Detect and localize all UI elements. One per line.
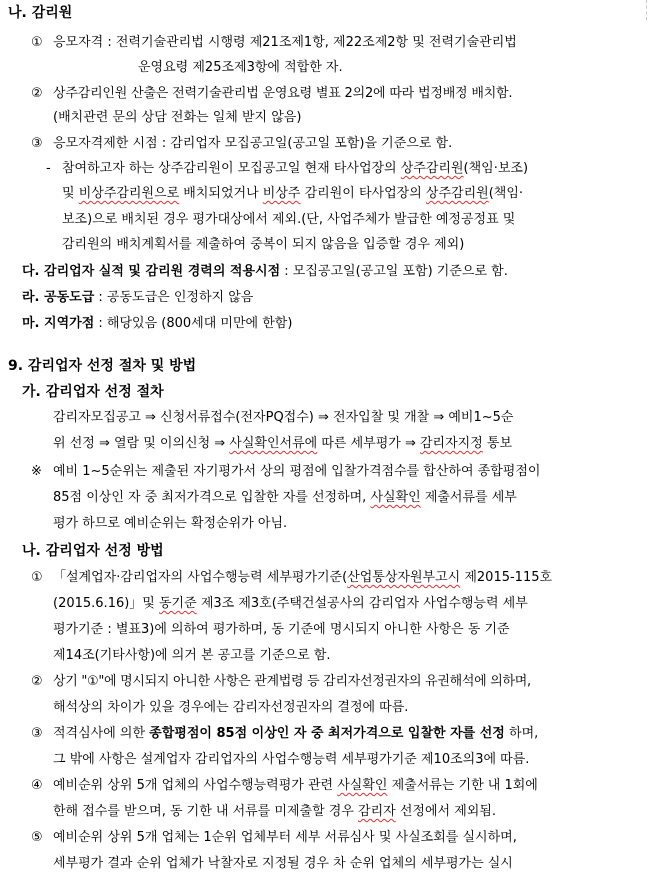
dash-l1-underlined: 상주감리원	[400, 161, 464, 176]
item2-marker: ②	[31, 86, 43, 101]
note-l2-underlined: 사실확인	[370, 490, 421, 505]
m4-l2-text-b: 선정에서 제외됨.	[395, 804, 497, 819]
m1-l1-text-b: 제2015-115호	[460, 570, 553, 585]
m1-l1-text-a: 「설계업자·감리업자의 사업수행능력 세부평가기준(	[53, 570, 348, 585]
section-na-title: 나. 감리원	[8, 5, 73, 21]
method3-line2: 그 밖에 사항은 설계업자 감리업자의 사업수행능력 세부평가기준 제10조의3에 따름.	[53, 752, 530, 767]
method1-line1	[53, 568, 552, 588]
method1-line2	[53, 594, 528, 614]
dash-l2-text-c: 감리원이 타사업장의	[300, 186, 426, 201]
note-line2	[53, 488, 517, 508]
m1-l2-text-a: (2015.6.16)」및	[53, 596, 159, 611]
note-l2-text-b: 제출서류를 세부	[420, 490, 517, 505]
method1-marker: ①	[31, 570, 43, 585]
method4-line1	[53, 776, 538, 796]
note-line3: 평가 하므로 예비순위는 확정순위가 아님.	[53, 516, 288, 531]
m4-l1-text-b: 제출서류는 기한 내 1회에	[387, 778, 538, 793]
method1-line4: 제14조(기타사항)에 의거 본 공고를 기준으로 함.	[53, 648, 331, 663]
note-line1: 예비 1~5순위는 제출된 자기평가서 상의 평점에 입찰가격점수를 합산하여 종합평점이	[53, 464, 541, 479]
item1-line1	[53, 33, 635, 53]
section-ma	[22, 314, 292, 334]
m3-l1-text-c: 하며,	[504, 726, 539, 741]
proc-l2-text-b: 따른 세부평가 ⇒	[317, 436, 420, 451]
method2-line2: 해석상의 차이가 있을 경우에는 감리자선정권자의 결정에 따름.	[53, 700, 409, 715]
dash-l2-text-a: 및	[62, 186, 79, 201]
section9-na-title: 나. 감리업자 선정 방법	[22, 543, 164, 559]
method5-line1: 예비순위 상위 5개 업체는 1순위 업체부터 세부 서류심사 및 사실조회를 실시하며,	[53, 830, 517, 845]
section-ra	[22, 288, 253, 308]
section-ra-value: : 공동도급은 인정하지 않음	[94, 290, 254, 305]
section-da-label: 다. 감리업자 실적 및 감리원 경력의 적용시점	[22, 264, 281, 279]
dash-l2-underlined-2: 비상주	[262, 186, 301, 201]
section-ma-value: : 해당있음 (800세대 미만에 한함)	[94, 316, 293, 331]
item3-dash-line3: 보조)으로 배치된 경우 평가대상에서 제외.(단, 사업주체가 발급한 예정공정표 및	[62, 212, 516, 227]
section9-title: 9. 감리업자 선정 절차 및 방법	[8, 358, 197, 374]
method5-line2: 세부평가 결과 순위 업체가 낙찰자로 지정될 경우 차 순위 업체의 세부평가는 실시	[53, 856, 513, 871]
proc-l2-text-c: 통보	[482, 436, 513, 451]
dash-l1-text-b: (책임·보조)	[463, 161, 529, 176]
method3-line1	[53, 724, 538, 744]
section-ra-label: 라. 공동도급	[22, 290, 95, 305]
m3-l1-bold: 종합평점이 85점 이상인 자 중 최저가격으로 입찰한 자를 선정	[149, 726, 505, 741]
proc-l2-text-a: 위 선정 ⇒ 열람 및 이의신청 ⇒	[53, 436, 230, 451]
method2-marker: ②	[31, 674, 43, 689]
page-margin-guide	[645, 0, 647, 20]
method2-line1: 상기 "①"에 명시되지 아니한 사항은 관계법령 등 감리자선정권자의 유권해석에 의하며,	[53, 674, 531, 689]
method4-line2	[53, 802, 496, 822]
procedure-line1: 감리자모집공고 ⇒ 신청서류접수(전자PQ접수) ⇒ 전자입찰 및 개찰 ⇒ 예비1~5순	[53, 410, 514, 425]
proc-l2-underlined-2: 감리자지정	[419, 436, 483, 451]
item2-line1: 상주감리인원 산출은 전력기술관리법 운영요령 별표 2의2에 따라 법정배정 배치함.	[53, 86, 513, 101]
item3-dash-line2	[62, 184, 523, 204]
method5-marker: ⑤	[31, 830, 43, 845]
section9-ga-title: 가. 감리업자 선정 절차	[22, 384, 164, 400]
m1-l1-underlined: 산업통상자원부고시	[347, 570, 461, 585]
proc-l2-underlined-1: 사실확인서류에	[229, 436, 318, 451]
dash-l2-text-b: 배치되었거나	[179, 186, 263, 201]
section-da	[22, 262, 508, 282]
m1-l2-underlined: 동기준	[159, 596, 197, 611]
item3-dash-line4: 감리원의 배치계획서를 제출하여 중복이 되지 않음을 입증할 경우 제외)	[62, 237, 465, 252]
item3-dash-line1	[62, 159, 528, 179]
m4-l2-text-a: 한해 접수를 받으며, 동 기한 내 서류를 미제출할 경우	[53, 804, 359, 819]
dash-l2-underlined-1: 비상주감리원으로	[78, 186, 180, 201]
method1-line3: 평가기준 : 별표3)에 의하여 평가하며, 동 기준에 명시되지 아니한 사항은 동 기준	[53, 622, 510, 637]
dash-l2-underlined-3: 상주감리원	[425, 186, 489, 201]
note-l2-text-a: 85점 이상인 자 중 최저가격으로 입찰한 자를 선정하며,	[53, 490, 371, 505]
m1-l2-text-b: 제3조 제3호(주택건설공사의 감리업자 사업수행능력 세부	[196, 596, 528, 611]
item3-dash-marker: -	[46, 161, 51, 176]
item1-marker: ①	[31, 35, 43, 50]
m4-l1-underlined: 사실확인	[337, 778, 388, 793]
procedure-line2	[53, 434, 512, 454]
item1-text: 응모자격 : 전력기술관리법 시행령 제21조제1항, 제22조제2항 및 전력기술관리법	[53, 35, 517, 50]
item2-line2: (배치관련 문의 상담 전화는 일체 받지 않음)	[53, 110, 302, 125]
m3-l1-text-a: 적격심사에 의한	[53, 726, 150, 741]
item3-marker: ③	[31, 136, 43, 151]
method3-marker: ③	[31, 726, 43, 741]
m4-l1-text-a: 예비순위 상위 5개 업체의 사업수행능력평가 관련	[53, 778, 338, 793]
m4-l2-underlined: 감리자	[358, 804, 396, 819]
note-marker: ※	[31, 464, 42, 479]
method4-marker: ④	[31, 778, 43, 793]
item3-line1: 응모자격제한 시점 : 감리업자 모집공고일(공고일 포함)을 기준으로 함.	[53, 136, 453, 151]
section-da-value: : 모집공고일(공고일 포함) 기준으로 함.	[280, 264, 508, 279]
item1-line2: 운영요령 제25조제3항에 적합한 자.	[138, 60, 343, 75]
section-ma-label: 마. 지역가점	[22, 316, 95, 331]
dash-l2-text-d: (책임·	[488, 186, 524, 201]
dash-l1-text-a: 참여하고자 하는 상주감리원이 모집공고일 현재 타사업장의	[62, 161, 401, 176]
